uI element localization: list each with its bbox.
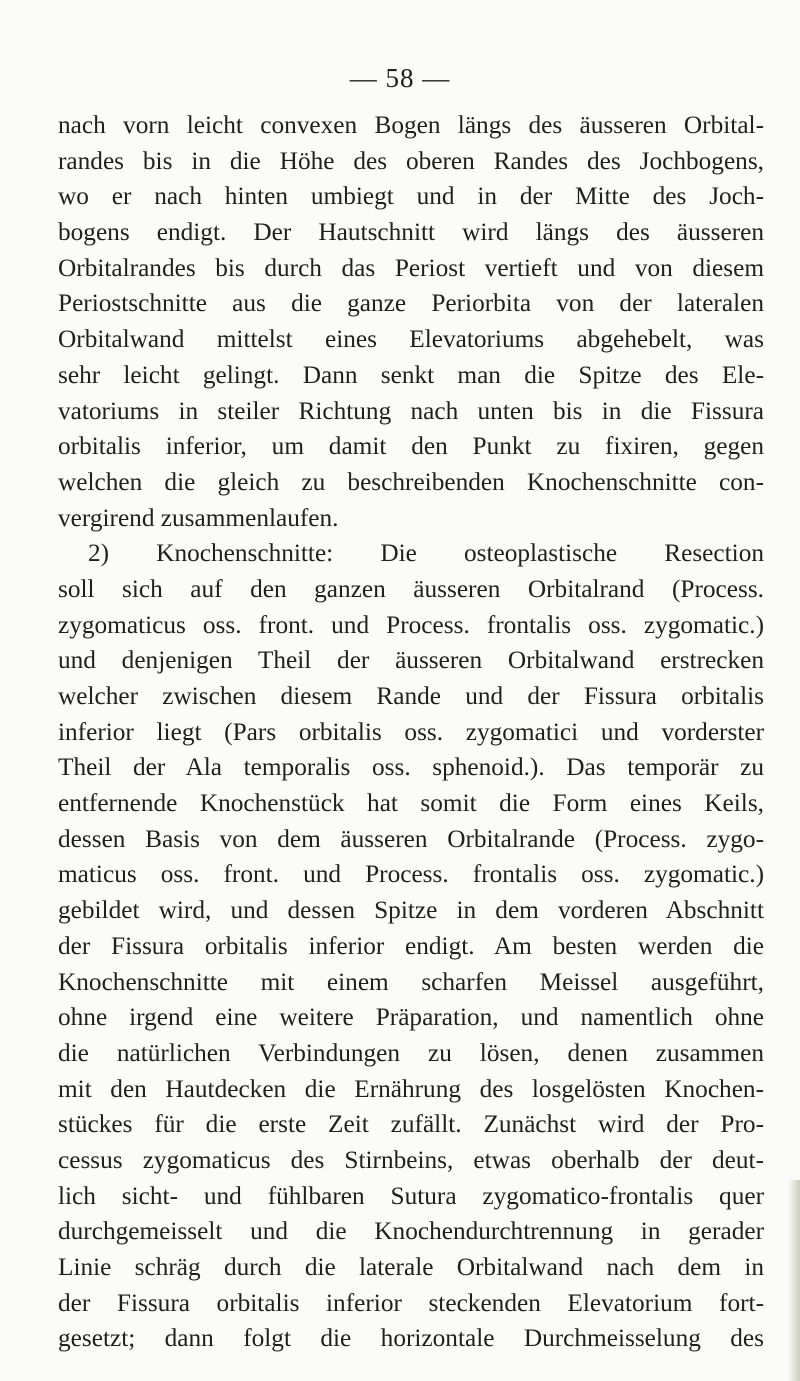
text-line: ohne irgend eine weitere Präparation, und namentlich ohne [58, 1003, 764, 1032]
text-line: die natürlichen Verbindungen zu lösen, denen zusammen [58, 1038, 764, 1067]
text-line: vergirend zusammenlaufen. [58, 503, 339, 532]
text-line: mit den Hautdecken die Ernährung des losgelösten Knochen- [58, 1074, 764, 1103]
section-heading-line: 2) Knochenschnitte: Die osteoplastische Resection [88, 539, 764, 568]
text-line: zygomaticus oss. front. und Process. frontalis oss. zygomatic.) [58, 610, 764, 639]
text-line: nach vorn leicht convexen Bogen längs des äusseren Orbital- [58, 111, 764, 139]
text-line: Orbitalwand mittelst eines Elevatoriums abgehebelt, was [58, 325, 764, 354]
text-line: und denjenigen Theil der äusseren Orbitalwand erstrecken [58, 646, 764, 675]
text-line: bogens endigt. Der Hautschnitt wird längs des äusseren [58, 218, 764, 247]
text-line: der Fissura orbitalis inferior steckenden Elevatorium fort- [58, 1288, 764, 1317]
text-line: soll sich auf den ganzen äusseren Orbitalrand (Process. [58, 574, 764, 603]
text-line: durchgemeisselt und die Knochendurchtrennung in gerader [58, 1217, 764, 1246]
text-line: der Fissura orbitalis inferior endigt. Am besten werden die [58, 931, 764, 960]
text-line: stückes für die erste Zeit zufällt. Zunächst wird der Pro- [58, 1110, 764, 1139]
text-line: lich sicht- und fühlbaren Sutura zygomatico-frontalis quer [58, 1181, 764, 1210]
text-line: Theil der Ala temporalis oss. sphenoid.). Das temporär zu [58, 753, 764, 782]
text-line: maticus oss. front. und Process. frontalis oss. zygomatic.) [58, 860, 764, 889]
text-line: sehr leicht gelingt. Dann senkt man die Spitze des Ele- [58, 360, 764, 389]
text-line: Orbitalrandes bis durch das Periost vertieft und von diesem [58, 253, 764, 282]
text-line: randes bis in die Höhe des oberen Randes des Jochbogens, [58, 146, 764, 175]
text-line: cessus zygomaticus des Stirnbeins, etwas oberhalb der deut- [58, 1145, 764, 1174]
text-line: vatoriums in steiler Richtung nach unten bis in die Fissura [58, 396, 764, 425]
text-line: orbitalis inferior, um damit den Punkt zu fixiren, gegen [58, 432, 764, 461]
text-line: gebildet wird, und dessen Spitze in dem vorderen Abschnitt [58, 896, 764, 925]
text-line: welchen die gleich zu beschreibenden Knochenschnitte con- [58, 467, 764, 496]
text-line: dessen Basis von dem äusseren Orbitalrande (Process. zygo- [58, 824, 764, 853]
page-number: — 58 — [349, 63, 451, 93]
text-line: Periostschnitte aus die ganze Periorbita von der lateralen [58, 289, 764, 318]
body-text [58, 108, 764, 1357]
text-line: Linie schräg durch die laterale Orbitalwand nach dem in [58, 1253, 764, 1281]
text-line: inferior liegt (Pars orbitalis oss. zygomatici und vorderster [58, 717, 764, 746]
text-line: entfernende Knochenstück hat somit die Form eines Keils, [58, 789, 764, 818]
text-line: gesetzt; dann folgt die horizontale Durchmeisselung des [58, 1324, 764, 1353]
text-line: welcher zwischen diesem Rande und der Fissura orbitalis [58, 682, 764, 710]
text-line: Knochenschnitte mit einem scharfen Meissel ausgeführt, [58, 967, 764, 996]
text-line: wo er nach hinten umbiegt und in der Mitte des Joch- [58, 182, 764, 211]
page-edge-shadow [788, 1180, 800, 1381]
